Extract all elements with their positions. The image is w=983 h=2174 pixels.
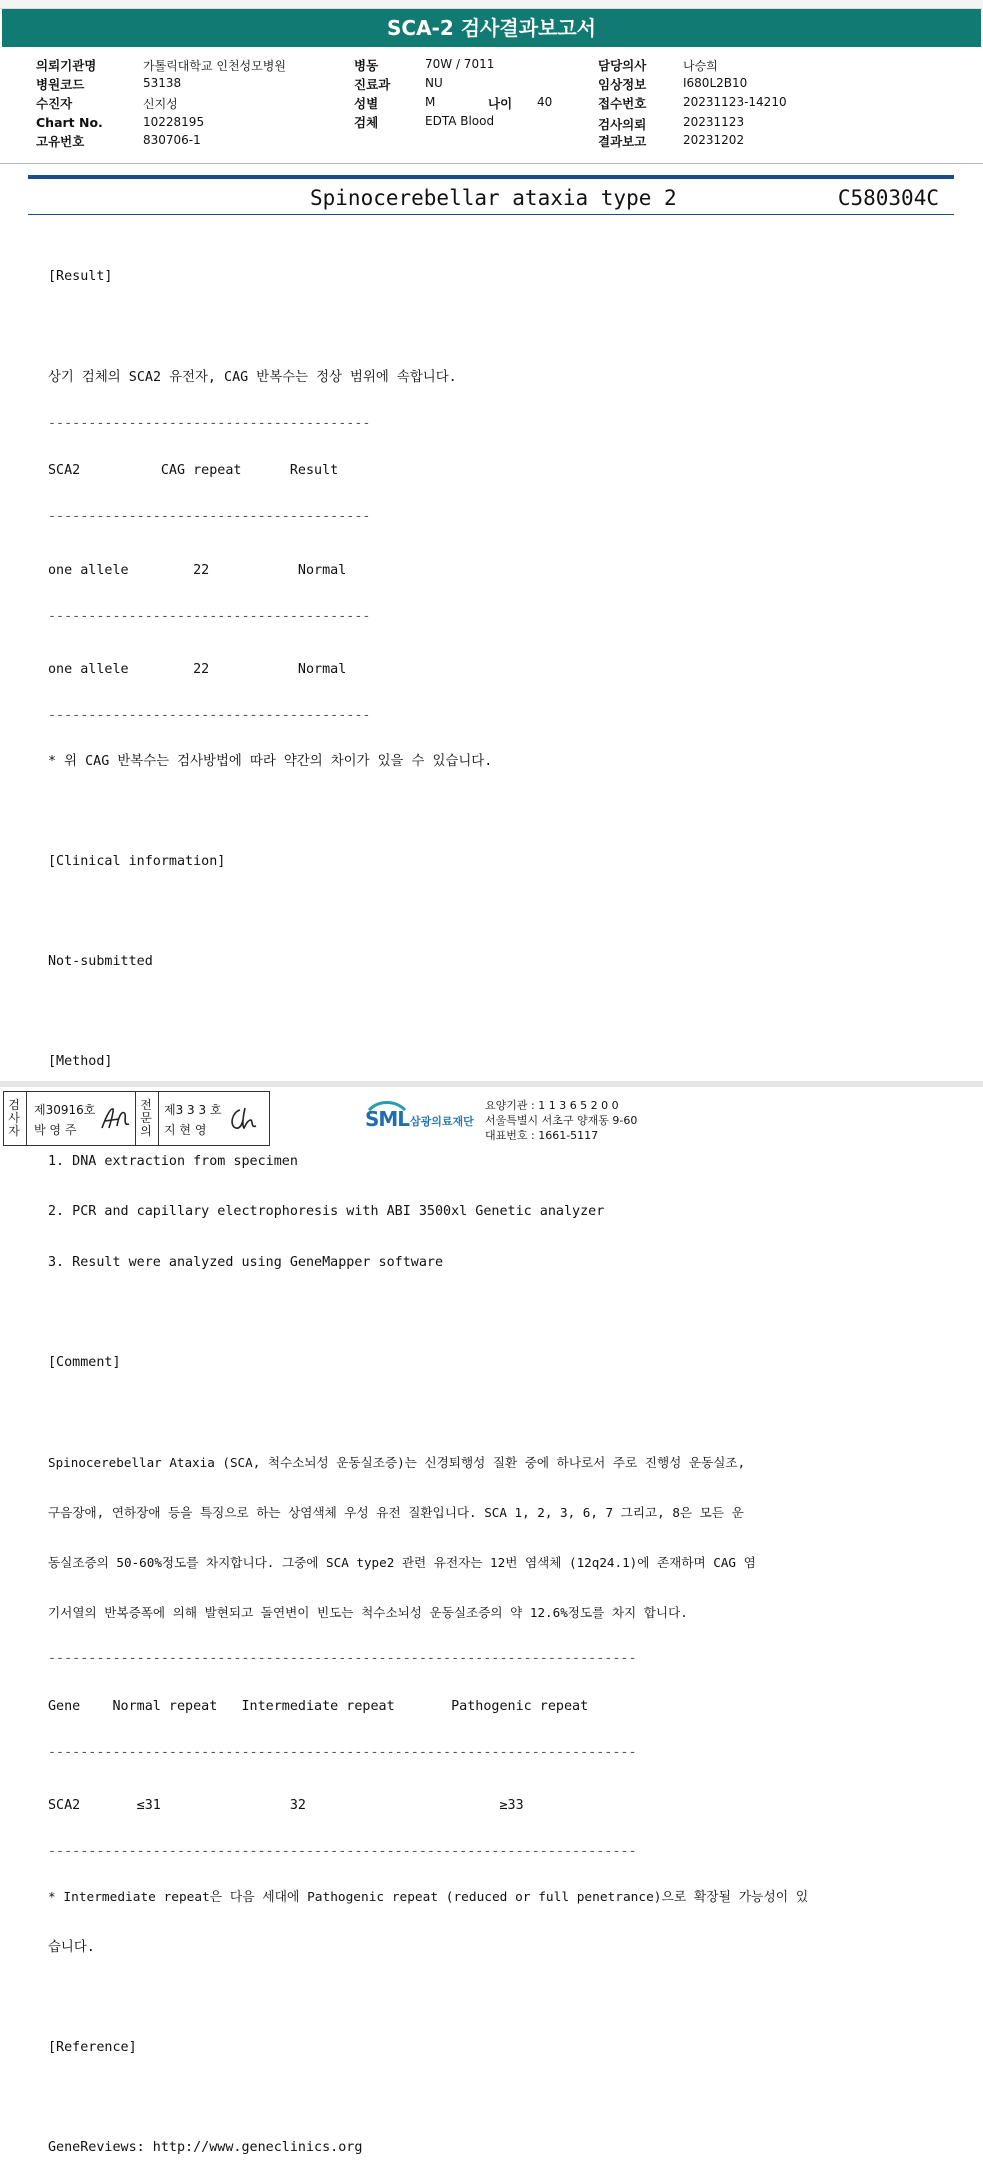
value-doctor: 나승희 [683, 59, 718, 73]
result-table-header: SCA2 CAG repeat Result [48, 463, 339, 479]
value-sex: M [425, 95, 436, 109]
report-title-rule-bottom [28, 214, 954, 215]
value-institution: 가톨릭대학교 인천성모병원 [143, 59, 286, 73]
clinical-heading: [Clinical information] [48, 853, 226, 869]
label-age: 나이 [488, 96, 513, 111]
gene-note: * Intermediate repeat은 다음 세대에 Pathogenic repeat (reduced or full penetrance)으로 확장될 가능성이 있 [48, 1889, 809, 1905]
page-title: SCA-2 검사결과보고서 [387, 16, 596, 40]
signer1-role-text: 검사자 [8, 1098, 20, 1138]
reference-text: GeneReviews: http://www.geneclinics.org [48, 2140, 363, 2156]
top-strip [0, 0, 983, 9]
header-divider [0, 163, 983, 164]
value-patient: 신지성 [143, 97, 178, 111]
result-note: * 위 CAG 반복수는 검사방법에 따라 약간의 차이가 있을 수 있습니다. [48, 753, 493, 769]
value-specimen: EDTA Blood [425, 114, 495, 128]
value-request-date: 20231123 [683, 115, 745, 129]
label-doctor: 담당의사 [598, 58, 647, 73]
signer2-signature-icon [226, 1104, 262, 1134]
gene-table-header: Gene Normal repeat Intermediate repeat Pathogenic repeat [48, 1698, 589, 1714]
signer2-role-text: 전문의 [140, 1098, 152, 1138]
divider: ------------------------------------------------------------------------- [48, 1744, 637, 1760]
lab-info-line: 대표번호 : 1661-5117 [485, 1129, 599, 1142]
signer1-license: 제30916호 [34, 1103, 96, 1117]
result-heading: [Result] [48, 269, 113, 285]
gene-note: 습니다. [48, 1939, 95, 1955]
comment-heading: [Comment] [48, 1354, 121, 1370]
method-item: 3. Result were analyzed using GeneMapper software [48, 1254, 444, 1270]
label-accession: 접수번호 [598, 96, 647, 111]
reference-heading: [Reference] [48, 2039, 137, 2055]
signer1-role-label [8, 1099, 22, 1138]
value-department: NU [425, 76, 443, 90]
value-accession: 20231123-14210 [683, 95, 787, 109]
label-patient: 수진자 [36, 96, 73, 111]
label-chart-no: Chart No. [36, 115, 103, 130]
value-ward: 70W / 7011 [425, 57, 495, 71]
result-text: 상기 검체의 SCA2 유전자, CAG 반복수는 정상 범위에 속합니다. [48, 369, 457, 385]
signature-box [3, 1091, 270, 1146]
signer2-role-label [140, 1099, 154, 1138]
comment-line: 기서열의 반복증폭에 의해 발현되고 돌연변이 빈도는 척수소뇌성 운동실조증의 약 12.6%정도를 차지 합니다. [48, 1605, 688, 1621]
lab-info-line: 요양기관 : 1 1 3 6 5 2 0 0 [485, 1099, 619, 1112]
value-age: 40 [537, 95, 553, 109]
report-code: C580304C [837, 186, 939, 210]
divider: ------------------------------------------------------------------------- [48, 1651, 637, 1667]
signer1-name: 박 영 주 [34, 1123, 77, 1137]
label-clinical-info: 임상정보 [598, 77, 647, 92]
report-title-rule-top [28, 175, 954, 179]
method-heading: [Method] [48, 1054, 113, 1070]
divider: ---------------------------------------- [48, 708, 371, 724]
logo-text: SML [365, 1107, 410, 1131]
method-item: 2. PCR and capillary electrophoresis with ABI 3500xl Genetic analyzer [48, 1204, 605, 1220]
label-sex: 성별 [354, 96, 379, 111]
divider: ---------------------------------------- [48, 608, 371, 624]
divider: ---------------------------------------- [48, 509, 371, 525]
label-department: 진료과 [354, 77, 391, 92]
result-table-row: one allele 22 Normal [48, 662, 347, 678]
label-specimen: 검체 [354, 115, 379, 130]
divider: ------------------------------------------------------------------------- [48, 1844, 637, 1860]
signer1-signature-icon [99, 1104, 133, 1134]
gene-table-row: SCA2 ≤31 32 ≥33 [48, 1798, 524, 1814]
divider: ---------------------------------------- [48, 415, 371, 431]
comment-line: 동실조증의 50-60%정도를 차지합니다. 그중에 SCA type2 관련 유전자는 12번 염색체 (12q24.1)에 존재하며 CAG 염 [48, 1555, 756, 1571]
footer-divider [0, 1081, 983, 1087]
result-table-row: one allele 22 Normal [48, 562, 347, 578]
signer2-name: 지 현 영 [164, 1123, 207, 1137]
value-unique-no: 830706-1 [143, 133, 201, 147]
label-institution: 의뢰기관명 [36, 58, 97, 73]
patient-header [0, 52, 983, 162]
logo-org-name: 삼광의료재단 [410, 1115, 474, 1128]
lab-info-line: 서울특별시 서초구 양재동 9-60 [485, 1114, 638, 1127]
label-report-date: 결과보고 [598, 134, 647, 149]
value-report-date: 20231202 [683, 133, 745, 147]
label-ward: 병동 [354, 58, 379, 73]
clinical-text: Not-submitted [48, 953, 153, 969]
comment-line: 구음장애, 연하장애 등을 특징으로 하는 상염색체 우성 유전 질환입니다. SCA 1, 2, 3, 6, 7 그리고, 8은 모든 운 [48, 1505, 744, 1520]
report-title: Spinocerebellar ataxia type 2 [310, 186, 677, 210]
label-hospital-code: 병원코드 [36, 77, 85, 92]
lab-info [485, 1098, 637, 1143]
signer2-license: 제3 3 3 호 [164, 1103, 222, 1117]
report-body [48, 236, 938, 2174]
value-chart-no: 10228195 [143, 115, 205, 129]
label-unique-no: 고유번호 [36, 134, 85, 149]
value-clinical-info: I680L2B10 [683, 76, 748, 90]
comment-line: Spinocerebellar Ataxia (SCA, 척수소뇌성 운동실조증)는 신경퇴행성 질환 중에 하나로서 주로 진행성 운동실조, [48, 1454, 746, 1470]
value-hospital-code: 53138 [143, 76, 182, 90]
label-request-date: 검사의뢰 [598, 117, 647, 132]
report-title-bar [2, 9, 981, 47]
method-item: 1. DNA extraction from specimen [48, 1154, 298, 1170]
